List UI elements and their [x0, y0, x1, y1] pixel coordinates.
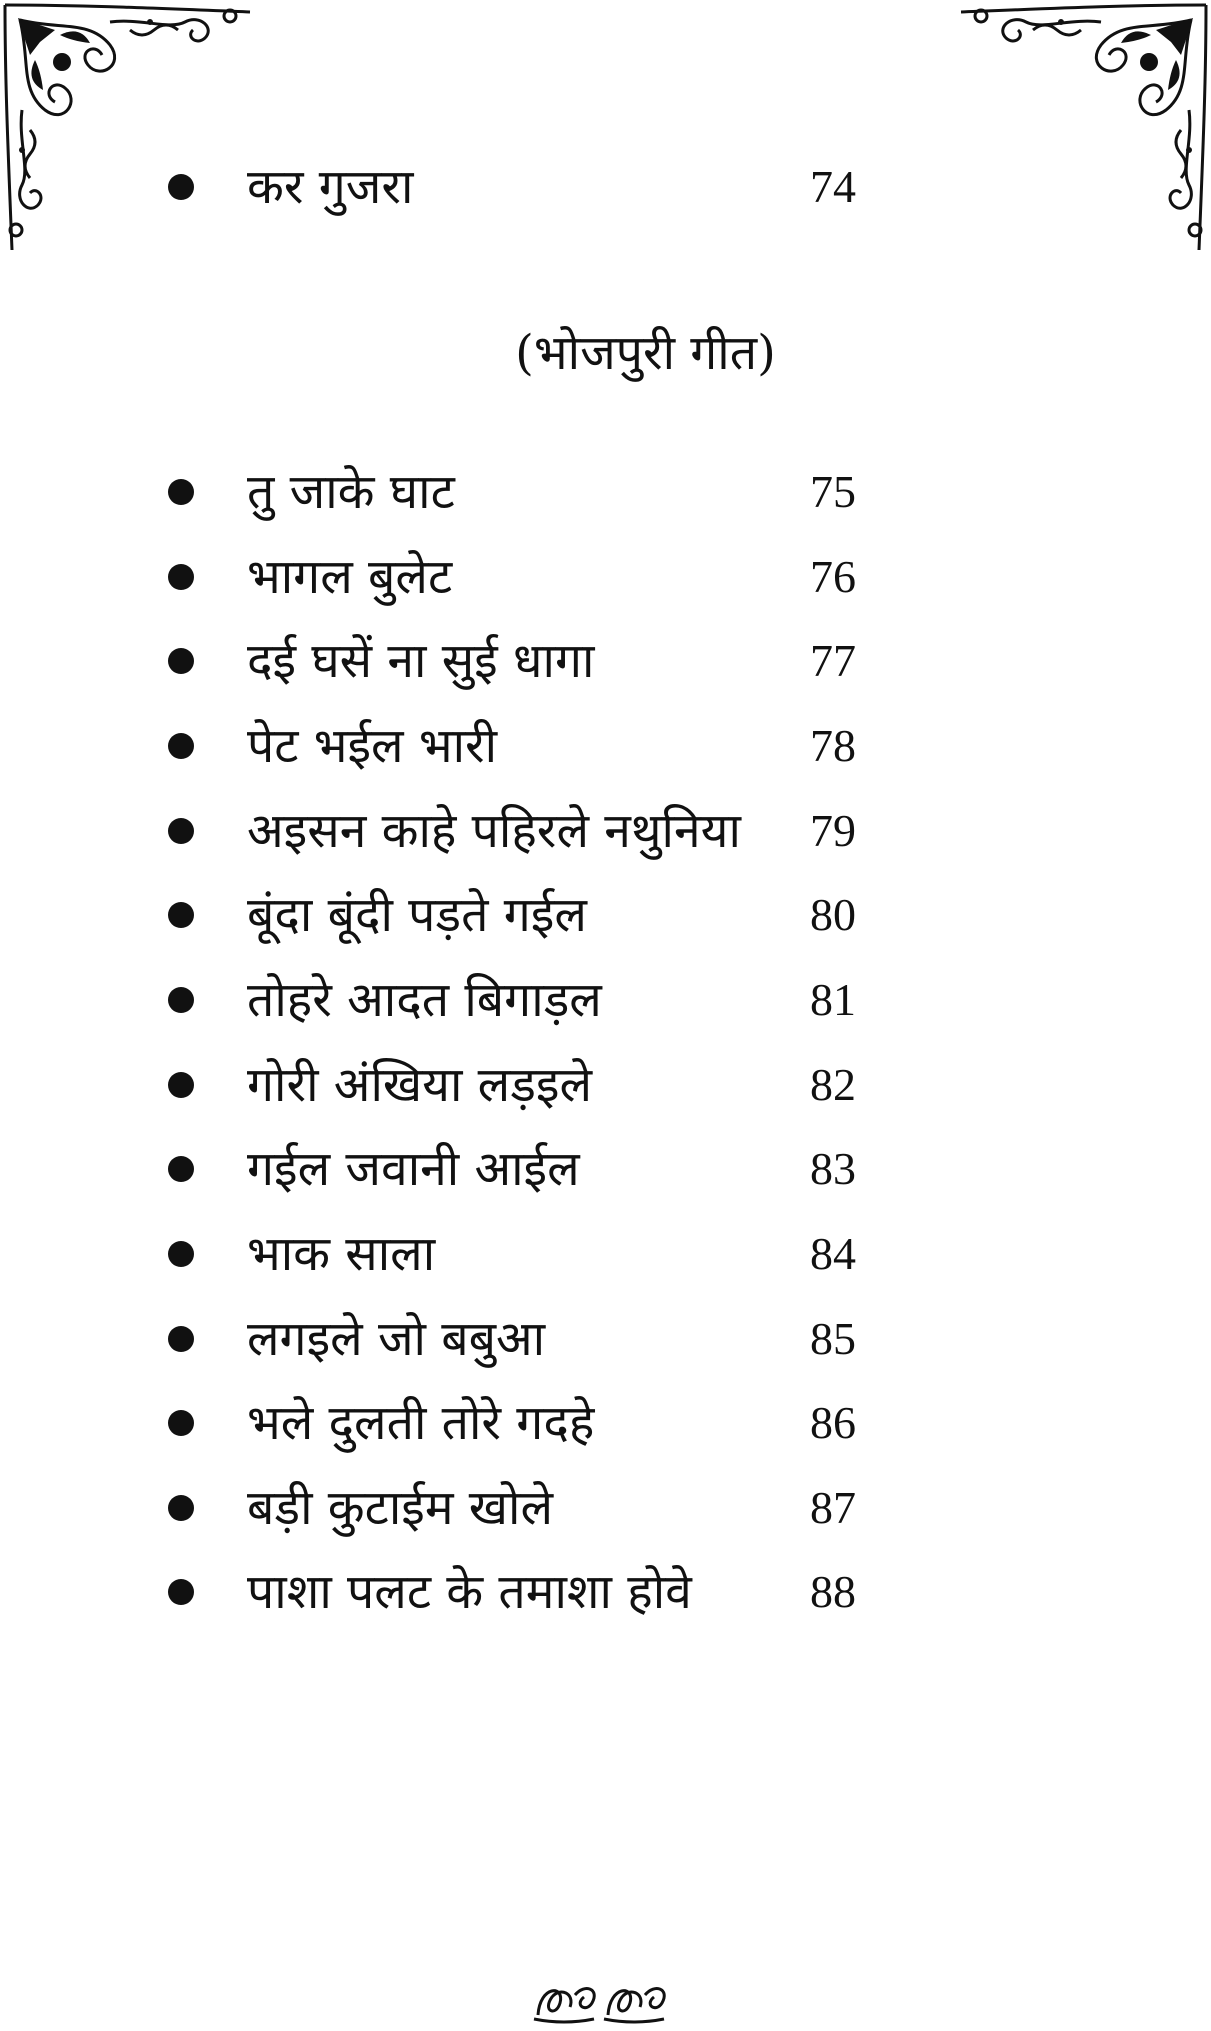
toc-entry-title: पेट भईल भारी — [247, 718, 498, 774]
bullet-icon — [168, 648, 194, 674]
bullet-icon — [168, 902, 194, 928]
toc-entry-title: कर गुजरा — [247, 159, 414, 215]
toc-entry[interactable] — [168, 965, 868, 1035]
toc-entry-page: 85 — [810, 1313, 856, 1364]
toc-entry-page: 76 — [810, 551, 856, 602]
toc-entry[interactable] — [168, 626, 868, 696]
bullet-icon — [168, 733, 194, 759]
bullet-icon — [168, 1156, 194, 1182]
toc-entry-title: गोरी अंखिया लड़इले — [247, 1057, 593, 1113]
toc-entry-title: भले दुलती तोरे गदहे — [247, 1395, 595, 1451]
toc-entry-page: 77 — [810, 635, 856, 686]
toc-entry-title: बड़ी कुटाईम खोले — [247, 1480, 554, 1536]
bullet-icon — [168, 1072, 194, 1098]
toc-entry-title: लगइले जो बबुआ — [247, 1311, 546, 1367]
bullet-icon — [168, 1495, 194, 1521]
toc-entry[interactable] — [168, 152, 868, 222]
toc-entry-page: 87 — [810, 1482, 856, 1533]
toc-entry-title: अइसन काहे पहिरले नथुनिया — [247, 803, 741, 859]
bullet-icon — [168, 818, 194, 844]
bullet-icon — [168, 1241, 194, 1267]
toc-entry-title: भागल बुलेट — [247, 549, 453, 605]
flourish-divider-icon — [530, 1975, 680, 2025]
toc-entry[interactable] — [168, 1557, 868, 1627]
toc-entry-page: 81 — [810, 974, 856, 1025]
toc-entry[interactable] — [168, 1473, 868, 1543]
toc-entry-page: 74 — [810, 161, 856, 212]
toc-entry-title: दई घसें ना सुई धागा — [247, 633, 595, 689]
toc-entry-page: 83 — [810, 1143, 856, 1194]
toc-entry[interactable] — [168, 457, 868, 527]
bullet-icon — [168, 174, 194, 200]
toc-entry[interactable] — [168, 711, 868, 781]
toc-entry[interactable] — [168, 1050, 868, 1120]
bullet-icon — [168, 564, 194, 590]
bullet-icon — [168, 1579, 194, 1605]
toc-entry[interactable] — [168, 796, 868, 866]
toc-entry-title: बूंदा बूंदी पड़ते गईल — [247, 887, 587, 943]
scroll-flourish-icon — [949, 0, 1211, 262]
scroll-flourish-icon — [0, 0, 262, 262]
toc-entry-page: 75 — [810, 466, 856, 517]
toc-entry[interactable] — [168, 1304, 868, 1374]
toc-entry-page: 86 — [810, 1397, 856, 1448]
toc-entry-page: 79 — [810, 805, 856, 856]
toc-entry-page: 80 — [810, 889, 856, 940]
toc-entry-title: पाशा पलट के तमाशा होवे — [247, 1564, 692, 1620]
bullet-icon — [168, 479, 194, 505]
toc-entry-title: तोहरे आदत बिगाड़ल — [247, 972, 602, 1028]
toc-entry-page: 82 — [810, 1059, 856, 1110]
toc-entry[interactable] — [168, 1134, 868, 1204]
toc-entry[interactable] — [168, 542, 868, 612]
toc-entry-page: 78 — [810, 720, 856, 771]
bullet-icon — [168, 1410, 194, 1436]
section-heading: (भोजपुरी गीत) — [515, 325, 776, 381]
toc-entry[interactable] — [168, 880, 868, 950]
toc-entry-title: भाक साला — [247, 1226, 436, 1282]
toc-entry-title: तु जाके घाट — [247, 464, 455, 520]
toc-entry-title: गईल जवानी आईल — [247, 1141, 580, 1197]
toc-entry-page: 84 — [810, 1228, 856, 1279]
toc-entry[interactable] — [168, 1388, 868, 1458]
toc-entry[interactable] — [168, 1219, 868, 1289]
toc-entry-page: 88 — [810, 1566, 856, 1617]
bullet-icon — [168, 1326, 194, 1352]
bullet-icon — [168, 987, 194, 1013]
